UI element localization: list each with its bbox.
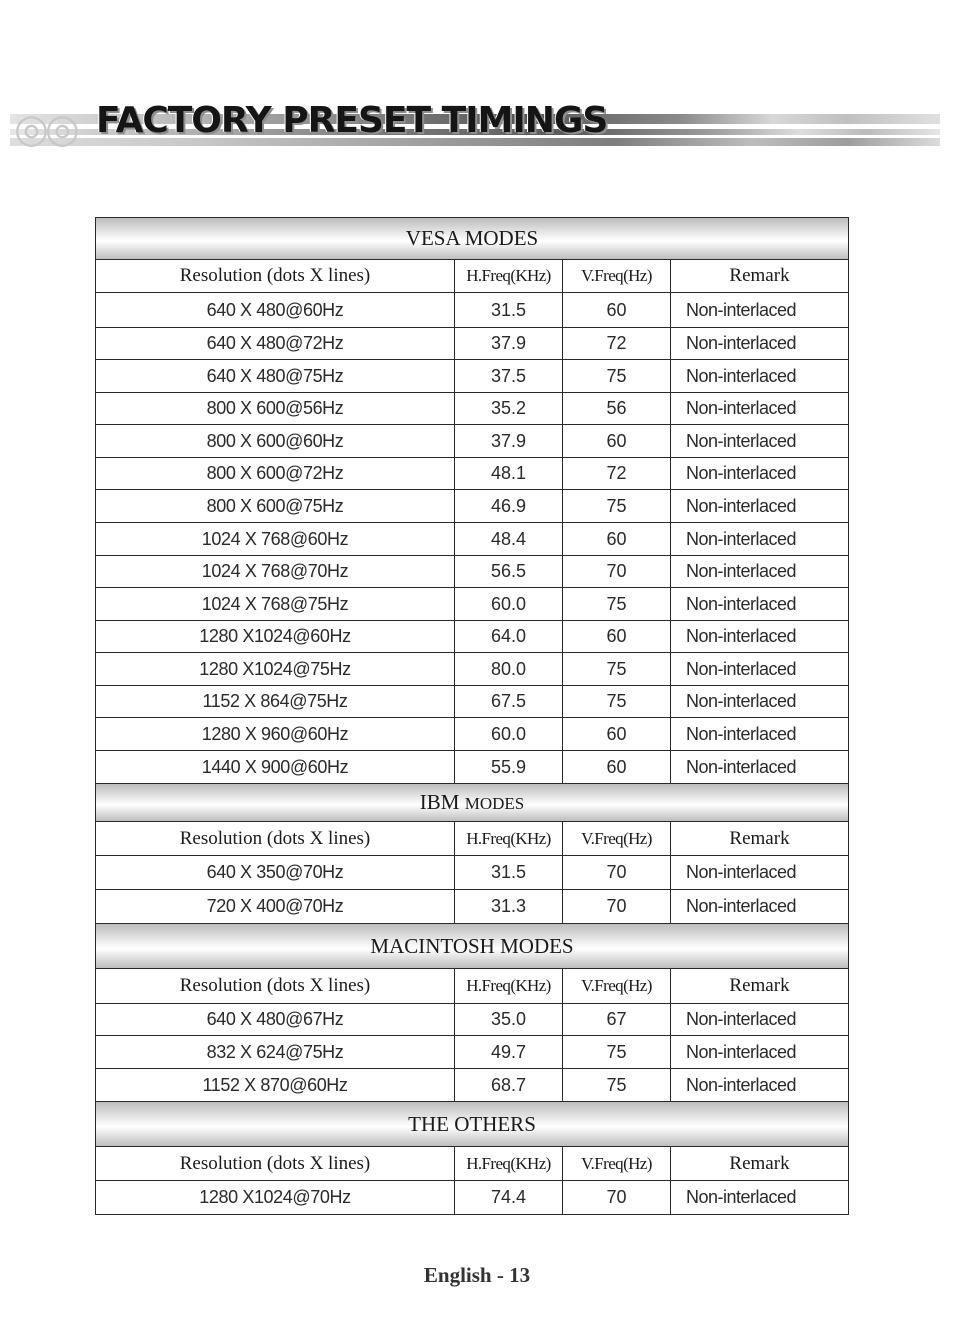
- vfreq-header: V.Freq(Hz): [563, 1147, 671, 1181]
- resolution-cell: 800 X 600@75Hz: [96, 490, 455, 523]
- resolution-cell: 1280 X1024@60Hz: [96, 621, 455, 653]
- section-title-row: [96, 218, 849, 260]
- section-title-suffix: MODES: [464, 794, 525, 813]
- table-row: [96, 686, 849, 718]
- remark-cell: Non-interlaced: [671, 718, 849, 751]
- preset-timings-table: [95, 217, 849, 1215]
- table-row: [96, 425, 849, 458]
- page-title: FACTORY PRESET TIMINGS: [96, 100, 608, 141]
- table-row: [96, 293, 849, 328]
- vfreq-cell: 72: [563, 458, 671, 490]
- table-row: [96, 393, 849, 425]
- hfreq-cell: 64.0: [455, 621, 563, 653]
- remark-cell: Non-interlaced: [671, 1004, 849, 1036]
- remark-cell: Non-interlaced: [671, 523, 849, 556]
- table-row: [96, 328, 849, 360]
- table-row: [96, 556, 849, 588]
- remark-cell: Non-interlaced: [671, 328, 849, 360]
- preset-timings-table-container: [95, 217, 848, 1215]
- vfreq-header: V.Freq(Hz): [563, 969, 671, 1004]
- hfreq-cell: 60.0: [455, 718, 563, 751]
- page-number: English - 13: [423, 1263, 531, 1287]
- remark-cell: Non-interlaced: [671, 393, 849, 425]
- table-row: [96, 588, 849, 621]
- hfreq-header: H.Freq(KHz): [455, 822, 563, 856]
- resolution-header: Resolution (dots X lines): [96, 822, 455, 856]
- table-row: [96, 751, 849, 784]
- table-row: [96, 458, 849, 490]
- column-header-row: [96, 260, 849, 293]
- vfreq-header: V.Freq(Hz): [563, 822, 671, 856]
- remark-cell: Non-interlaced: [671, 490, 849, 523]
- hfreq-cell: 31.5: [455, 293, 563, 328]
- resolution-cell: 1024 X 768@60Hz: [96, 523, 455, 556]
- vfreq-cell: 75: [563, 686, 671, 718]
- hfreq-cell: 49.7: [455, 1036, 563, 1069]
- hfreq-header: H.Freq(KHz): [455, 260, 563, 293]
- resolution-cell: 832 X 624@75Hz: [96, 1036, 455, 1069]
- resolution-cell: 1024 X 768@75Hz: [96, 588, 455, 621]
- vfreq-cell: 70: [563, 856, 671, 890]
- hfreq-cell: 80.0: [455, 653, 563, 686]
- hfreq-cell: 67.5: [455, 686, 563, 718]
- hfreq-cell: 37.9: [455, 425, 563, 458]
- section-title-text: MACINTOSH MODES: [370, 933, 574, 958]
- table-row: [96, 718, 849, 751]
- vfreq-cell: 75: [563, 653, 671, 686]
- vfreq-cell: 75: [563, 360, 671, 393]
- table-row: [96, 856, 849, 890]
- vfreq-cell: 75: [563, 490, 671, 523]
- remark-cell: Non-interlaced: [671, 588, 849, 621]
- section-title: [96, 924, 849, 969]
- hfreq-cell: 48.4: [455, 523, 563, 556]
- resolution-cell: 640 X 480@75Hz: [96, 360, 455, 393]
- vfreq-cell: 60: [563, 293, 671, 328]
- vfreq-cell: 72: [563, 328, 671, 360]
- hfreq-cell: 48.1: [455, 458, 563, 490]
- hfreq-cell: 31.3: [455, 890, 563, 924]
- hfreq-header: H.Freq(KHz): [455, 969, 563, 1004]
- remark-cell: Non-interlaced: [671, 751, 849, 784]
- hfreq-cell: 55.9: [455, 751, 563, 784]
- remark-cell: Non-interlaced: [671, 293, 849, 328]
- resolution-cell: 720 X 400@70Hz: [96, 890, 455, 924]
- remark-header: Remark: [671, 260, 849, 293]
- section-title: [96, 1102, 849, 1147]
- resolution-cell: 1280 X1024@70Hz: [96, 1181, 455, 1215]
- hfreq-cell: 46.9: [455, 490, 563, 523]
- resolution-header: Resolution (dots X lines): [96, 260, 455, 293]
- vfreq-cell: 70: [563, 1181, 671, 1215]
- vfreq-cell: 70: [563, 556, 671, 588]
- table-row: [96, 1181, 849, 1215]
- section-title: [96, 218, 849, 260]
- remark-cell: Non-interlaced: [671, 856, 849, 890]
- vfreq-cell: 60: [563, 621, 671, 653]
- remark-cell: Non-interlaced: [671, 556, 849, 588]
- remark-cell: Non-interlaced: [671, 621, 849, 653]
- hfreq-cell: 37.9: [455, 328, 563, 360]
- vfreq-cell: 60: [563, 718, 671, 751]
- remark-cell: Non-interlaced: [671, 458, 849, 490]
- section-title-text: IBM: [419, 790, 465, 814]
- vfreq-cell: 60: [563, 425, 671, 458]
- hfreq-cell: 74.4: [455, 1181, 563, 1215]
- vfreq-cell: 56: [563, 393, 671, 425]
- remark-header: Remark: [671, 969, 849, 1004]
- remark-header: Remark: [671, 1147, 849, 1181]
- hfreq-cell: 35.2: [455, 393, 563, 425]
- hfreq-cell: 60.0: [455, 588, 563, 621]
- remark-cell: Non-interlaced: [671, 686, 849, 718]
- remark-cell: Non-interlaced: [671, 653, 849, 686]
- section-title-text: VESA MODES: [405, 226, 539, 250]
- vfreq-cell: 75: [563, 588, 671, 621]
- column-header-row: [96, 822, 849, 856]
- section-title-text: THE OTHERS: [408, 1111, 536, 1136]
- remark-cell: Non-interlaced: [671, 425, 849, 458]
- hfreq-cell: 31.5: [455, 856, 563, 890]
- resolution-cell: 640 X 480@67Hz: [96, 1004, 455, 1036]
- resolution-cell: 800 X 600@60Hz: [96, 425, 455, 458]
- hfreq-header: H.Freq(KHz): [455, 1147, 563, 1181]
- column-header-row: [96, 969, 849, 1004]
- table-row: [96, 523, 849, 556]
- table-row: [96, 1036, 849, 1069]
- hfreq-cell: 35.0: [455, 1004, 563, 1036]
- resolution-cell: 640 X 350@70Hz: [96, 856, 455, 890]
- resolution-header: Resolution (dots X lines): [96, 969, 455, 1004]
- hfreq-cell: 56.5: [455, 556, 563, 588]
- resolution-cell: 800 X 600@56Hz: [96, 393, 455, 425]
- vfreq-cell: 70: [563, 890, 671, 924]
- section-title-row: [96, 1102, 849, 1147]
- remark-cell: Non-interlaced: [671, 1036, 849, 1069]
- resolution-cell: 1280 X1024@75Hz: [96, 653, 455, 686]
- resolution-cell: 1152 X 870@60Hz: [96, 1069, 455, 1102]
- hfreq-cell: 37.5: [455, 360, 563, 393]
- section-title-row: [96, 784, 849, 822]
- resolution-cell: 1280 X 960@60Hz: [96, 718, 455, 751]
- vfreq-cell: 60: [563, 751, 671, 784]
- column-header-row: [96, 1147, 849, 1181]
- resolution-cell: 800 X 600@72Hz: [96, 458, 455, 490]
- remark-cell: Non-interlaced: [671, 1181, 849, 1215]
- table-row: [96, 890, 849, 924]
- vfreq-cell: 75: [563, 1069, 671, 1102]
- table-row: [96, 1004, 849, 1036]
- resolution-cell: 1024 X 768@70Hz: [96, 556, 455, 588]
- vfreq-header: V.Freq(Hz): [563, 260, 671, 293]
- banner-decoration-icon: ◎◎: [14, 106, 76, 152]
- title-banner: [0, 100, 954, 156]
- table-row: [96, 490, 849, 523]
- resolution-cell: 640 X 480@60Hz: [96, 293, 455, 328]
- resolution-cell: 1152 X 864@75Hz: [96, 686, 455, 718]
- resolution-cell: 640 X 480@72Hz: [96, 328, 455, 360]
- vfreq-cell: 67: [563, 1004, 671, 1036]
- vfreq-cell: 60: [563, 523, 671, 556]
- table-row: [96, 621, 849, 653]
- remark-cell: Non-interlaced: [671, 890, 849, 924]
- section-title: [96, 784, 849, 822]
- section-title-row: [96, 924, 849, 969]
- table-row: [96, 360, 849, 393]
- remark-cell: Non-interlaced: [671, 360, 849, 393]
- resolution-cell: 1440 X 900@60Hz: [96, 751, 455, 784]
- hfreq-cell: 68.7: [455, 1069, 563, 1102]
- vfreq-cell: 75: [563, 1036, 671, 1069]
- resolution-header: Resolution (dots X lines): [96, 1147, 455, 1181]
- remark-cell: Non-interlaced: [671, 1069, 849, 1102]
- table-row: [96, 1069, 849, 1102]
- table-row: [96, 653, 849, 686]
- remark-header: Remark: [671, 822, 849, 856]
